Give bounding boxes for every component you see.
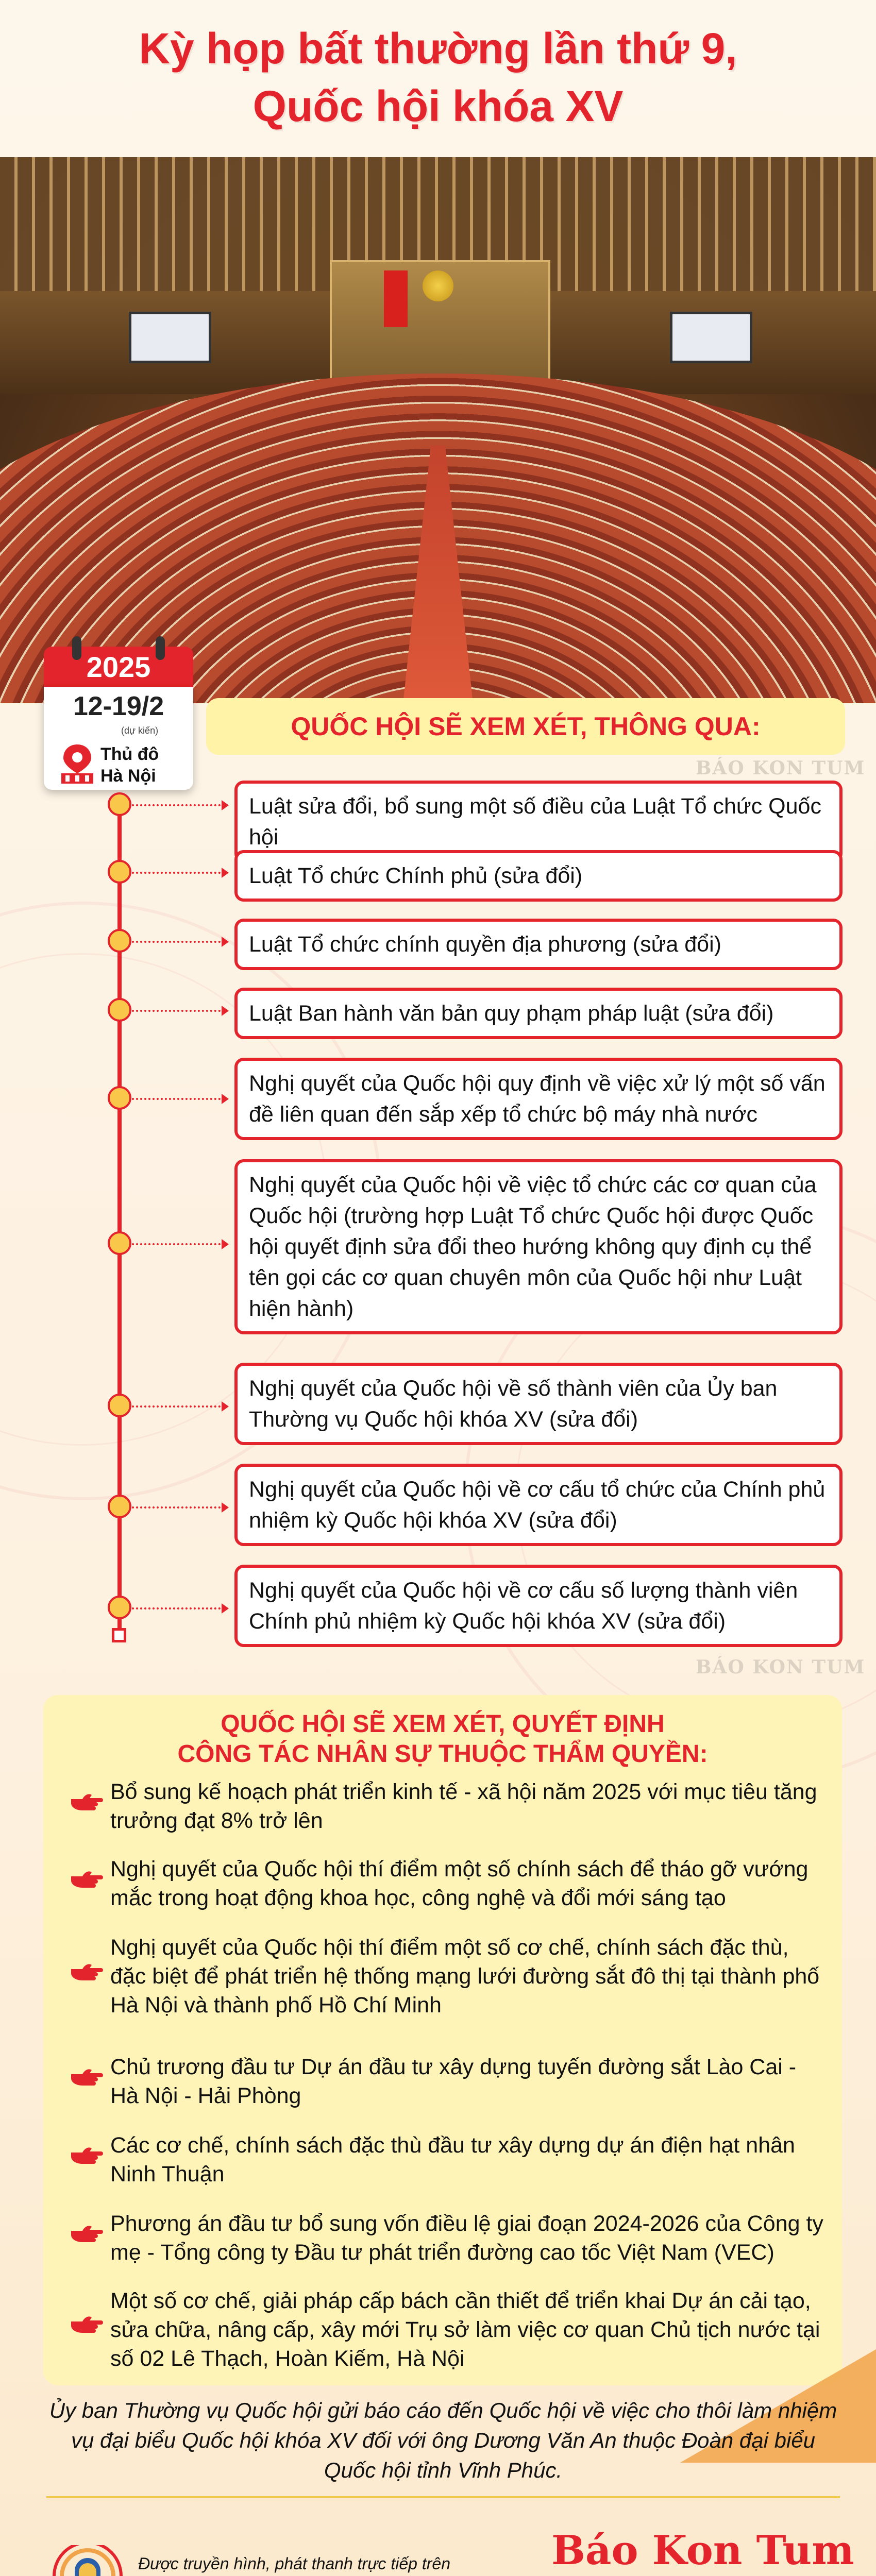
calendar-place: [100, 743, 159, 787]
page-title: [0, 20, 876, 135]
arrow-icon: [132, 1010, 225, 1012]
decision-item-3: Nghị quyết của Quốc hội thí điểm một số cơ chế, chính sách đặc thù, đặc biệt để phát triển hệ thống mạng lưới đường sắt đô thị tại thành phố Hà Nội và thành phố Hồ Chí Minh: [110, 1935, 820, 2018]
timeline-dot: [108, 1086, 131, 1110]
title-line-1: Kỳ họp bất thường lần thứ 9,: [139, 24, 737, 73]
broadcast-intro: Được truyền hình, phát thanh trực tiếp trên: [138, 2554, 450, 2573]
arrow-icon: [132, 1506, 225, 1509]
calendar-tentative: (dự kiến): [121, 725, 159, 736]
timeline-dot: [108, 1231, 131, 1255]
decision-item-4: Chủ trương đầu tư Dự án đầu tư xây dựng tuyến đường sắt Lào Cai - Hà Nội - Hải Phòng: [110, 2055, 797, 2108]
pointing-hand-icon: [70, 1961, 103, 1981]
emblem-icon: [423, 270, 453, 301]
flag-icon: [384, 270, 408, 327]
newspaper-logo: Báo Kon Tum: [551, 2527, 854, 2574]
timeline-dot: [108, 998, 131, 1022]
pointing-hand-icon: [70, 1868, 103, 1889]
footer-divider: [46, 2496, 840, 2498]
law-item-2: Luật Tổ chức Chính phủ (sửa đổi): [234, 850, 843, 902]
section2-title: [43, 1709, 842, 1769]
timeline-dot: [108, 860, 131, 884]
building-pin-icon: [59, 743, 95, 785]
decision-item-2: Nghị quyết của Quốc hội thí điểm một số chính sách để tháo gỡ vướng mắc trong hoạt động khoa học, công nghệ và đổi mới sáng tạo: [110, 1857, 808, 1910]
calendar-ring-icon: [72, 636, 81, 660]
pointing-hand-icon: [70, 2223, 103, 2243]
section1-banner: QUỐC HỘI SẼ XEM XÉT, THÔNG QUA:: [206, 698, 845, 755]
watermark-bottom: BÁO KON TUM: [696, 1656, 866, 1678]
decision-item-1: Bổ sung kế hoạch phát triển kinh tế - xã hội năm 2025 với mục tiêu tăng trưởng đạt 8% trở lên: [110, 1780, 817, 1833]
arrow-icon: [132, 1405, 225, 1408]
timeline-end-marker: [112, 1628, 126, 1642]
calendar-date: 12-19/2: [73, 691, 164, 721]
arrow-icon: [132, 872, 225, 874]
place-line-1: Thủ đô: [100, 744, 159, 764]
section2-panel: [43, 1695, 842, 2385]
timeline-dot: [108, 1495, 131, 1518]
timeline-dot: [108, 1596, 131, 1619]
broadcast-microphone-icon: [46, 2545, 129, 2576]
calendar-ring-icon: [156, 636, 165, 660]
law-item-1: Luật sửa đổi, bổ sung một số điều của Luật Tổ chức Quốc hội: [234, 781, 843, 863]
arrow-icon: [132, 1607, 225, 1609]
place-line-2: Hà Nội: [100, 766, 156, 786]
law-item-7: Nghị quyết của Quốc hội về số thành viên của Ủy ban Thường vụ Quốc hội khóa XV (sửa đổi): [234, 1363, 843, 1445]
arrow-icon: [132, 1098, 225, 1100]
pointing-hand-icon: [70, 2144, 103, 2165]
assembly-hall-photo: [0, 157, 876, 703]
calendar-card: [44, 636, 193, 796]
arrow-icon: [132, 804, 225, 806]
law-item-4: Luật Ban hành văn bản quy phạm pháp luật (sửa đổi): [234, 988, 843, 1039]
timeline-dot: [108, 1394, 131, 1417]
law-item-6: Nghị quyết của Quốc hội về việc tổ chức các cơ quan của Quốc hội (trường hợp Luật Tổ chức Quốc hội được Quốc hội quyết định sửa đổi theo hướng không quy định cụ thể tên gọi các cơ quan chuyên môn của Quốc hội như Luật hiện hành): [234, 1159, 843, 1334]
watermark-top: BÁO KON TUM: [696, 757, 866, 779]
law-item-9: Nghị quyết của Quốc hội về cơ cấu số lượng thành viên Chính phủ nhiệm kỳ Quốc hội khóa XV (sửa đổi): [234, 1565, 843, 1647]
decision-item-6: Phương án đầu tư bổ sung vốn điều lệ giai đoạn 2024-2026 của Công ty mẹ - Tổng công ty Đầu tư phát triển đường cao tốc Việt Nam (VEC): [110, 2211, 823, 2265]
arrow-icon: [132, 1243, 225, 1245]
section2-title-line-1: QUỐC HỘI SẼ XEM XÉT, QUYẾT ĐỊNH: [221, 1710, 665, 1738]
law-item-8: Nghị quyết của Quốc hội về cơ cấu tổ chức của Chính phủ nhiệm kỳ Quốc hội khóa XV (sửa đổi): [234, 1464, 843, 1546]
timeline-dot: [108, 792, 131, 816]
pointing-hand-icon: [70, 2066, 103, 2087]
law-item-3: Luật Tổ chức chính quyền địa phương (sửa đổi): [234, 919, 843, 970]
timeline-dot: [108, 929, 131, 953]
pointing-hand-icon: [70, 2313, 103, 2334]
pointing-hand-icon: [70, 1791, 103, 1811]
decision-item-5: Các cơ chế, chính sách đặc thù đầu tư xây dựng dự án điện hạt nhân Ninh Thuận: [110, 2133, 795, 2187]
section2-title-line-2: CÔNG TÁC NHÂN SỰ THUỘC THẨM QUYỀN:: [177, 1740, 708, 1768]
calendar-year: 2025: [44, 647, 193, 687]
personnel-note: Ủy ban Thường vụ Quốc hội gửi báo cáo đến Quốc hội về việc cho thôi làm nhiệm vụ đại biểu Quốc hội khóa XV đối với ông Dương Văn An thuộc Đoàn đại biểu Quốc hội tỉnh Vĩnh Phúc.: [49, 2398, 837, 2482]
arrow-icon: [132, 941, 225, 943]
law-item-5: Nghị quyết của Quốc hội quy định về việc xử lý một số vấn đề liên quan đến sắp xếp tổ chức bộ máy nhà nước: [234, 1058, 843, 1140]
title-line-2: Quốc hội khóa XV: [252, 82, 624, 130]
decision-item-7: Một số cơ chế, giải pháp cấp bách cần thiết để triển khai Dự án cải tạo, sửa chữa, nâng cấp, xây mới Trụ sở làm việc cơ quan Chủ tịch nước tại số 02 Lê Thạch, Hoàn Kiếm, Hà Nội: [110, 2289, 820, 2371]
